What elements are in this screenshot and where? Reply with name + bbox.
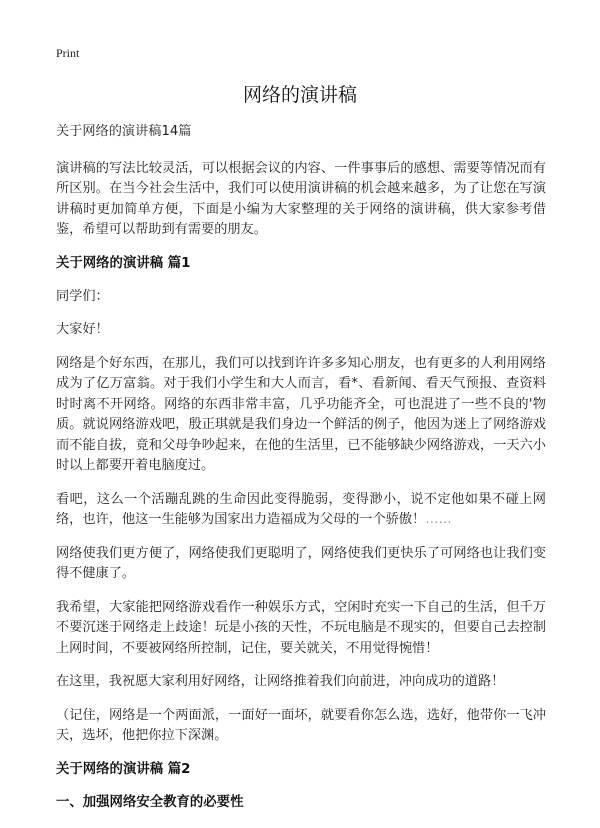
- section1-paragraph-6: （记住，网络是一个两面派，一面好一面坏，就要看你怎么选，选好，他带你一飞冲天，选坏，他把你拉下深渊。: [56, 707, 546, 743]
- section1-heading: 关于网络的演讲稿 篇1: [56, 255, 191, 271]
- section1-paragraph-4: 我希望，大家能把网络游戏看作一种娱乐方式，空闲时充实一下自己的生活，但千万不要沉迷于网络走上歧途！玩是小孩的天性，不玩电脑是不现实的，但要自己去控制上网时间，不要被网络所控制，记住，要关就关，不用觉得惋惜！: [56, 599, 546, 656]
- greeting-everyone: 大家好！: [56, 322, 109, 337]
- section1-paragraph-5: 在这里，我祝愿大家利用好网络，让网络推着我们向前进，冲向成功的道路！: [56, 674, 505, 689]
- article-subtitle: 关于网络的演讲稿14篇: [56, 124, 192, 139]
- article-body: [56, 122, 546, 813]
- section1-paragraph-1: 网络是个好东西，在那儿，我们可以找到许许多多知心朋友，也有更多的人利用网络成为了亿万富翁。对于我们小学生和大人而言，看*、看新闻、看天气预报、查资料时时离不开网络。网络的东西非常丰富，几乎功能齐全，可也混进了一些不良的'物质。就说网络游戏吧，殷正琪就是我们身边一个鲜活的例子，他因为迷上了网络游戏而不能自拔，竟和父母争吵起来，在他的生活里，已不能够缺少网络游戏，一天六小时以上都要开着电脑度过。: [56, 355, 546, 473]
- page-title: 网络的演讲稿: [242, 84, 357, 106]
- section2-subheading: 一、加强网络安全教育的必要性: [56, 794, 244, 810]
- greeting-classmates: 同学们：: [56, 288, 109, 304]
- intro-paragraph: 演讲稿的写法比较灵活，可以根据会议的内容、一件事事后的感想、需要等情况而有所区别。在当今社会生活中，我们可以使用演讲稿的机会越来越多，为了让您在写演讲稿时更加简单方便，下面是小编为大家整理的关于网络的演讲稿，供大家参考借鉴，希望可以帮助到有需要的朋友。: [56, 160, 546, 237]
- section1-paragraph-2: [56, 490, 546, 531]
- ellipsis-mark: ……: [425, 512, 452, 527]
- section2-heading: 关于网络的演讲稿 篇2: [56, 761, 191, 777]
- print-link[interactable]: Print: [56, 46, 80, 60]
- section1-paragraph-3: 网络使我们更方便了，网络使我们更聪明了，网络使我们更快乐了可网络也让我们变得不健康了。: [56, 545, 546, 581]
- section1-paragraph-2-text: 看吧，这么一个活蹦乱跳的生命因此变得脆弱，变得渺小，说不定他如果不碰上网络，也许，他这一生能够为国家出力造福成为父母的一个骄傲！: [56, 491, 546, 527]
